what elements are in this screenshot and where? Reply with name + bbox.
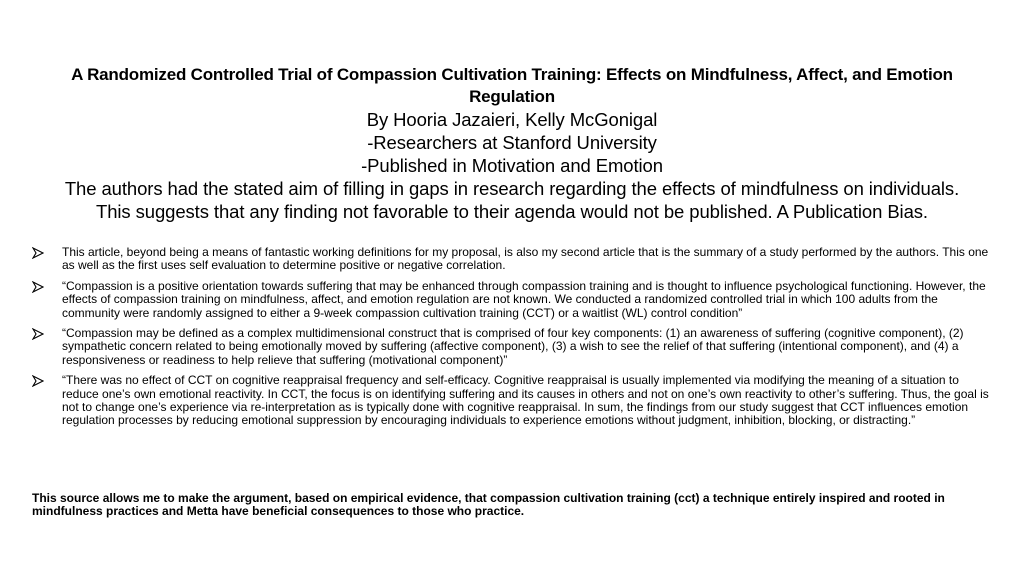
arrowhead-bullet-icon [32, 375, 44, 387]
bullet-list [32, 246, 992, 435]
bullet-item [32, 374, 992, 428]
bullet-text: “Compassion may be defined as a complex multidimensional construct that is comprised of four key components: (1) an awareness of suffering (cognitive component), (2) sympathetic concern related to being emotionally moved by suffering (affective component), (3) a wish to see the relief of that suffering (intentional component), and (4) a responsiveness or readiness to help relieve that suffering (motivational component)” [62, 326, 964, 367]
authors-line: By Hooria Jazaieri, Kelly McGonigal [366, 109, 658, 130]
bullet-text: This article, beyond being a means of fantastic working definitions for my proposal, is also my second article that is the summary of a study performed by the authors. This one as well as the first uses self evaluation to determine positive or negative correlation. [62, 245, 989, 273]
title-block [40, 64, 984, 223]
affiliation-line: -Researchers at Stanford University [367, 132, 657, 153]
paper-title: A Randomized Controlled Trial of Compassion Cultivation Training: Effects on Mindfulness, Affect, and Emotion Regulation [71, 65, 953, 106]
bullet-text: “There was no effect of CCT on cognitive reappraisal frequency and self-efficacy. Cognitive reappraisal is usually implemented via modifying the meaning of a situation to reduce one’s own emotional reactivity. In CCT, the focus is on identifying suffering and its causes in others and not on one’s own reactivity to other’s suffering. Thus, the goal is not to change one’s experience via re-interpretation as is typically done with cognitive reappraisal. In sum, the findings from our study suggest that CCT influences emotion regulation processes by reducing emotional suppression by encouraging individuals to experience emotions without judgment, inhibition, blocking, or distracting.” [62, 373, 989, 428]
bullet-item [32, 246, 992, 273]
aim-line: The authors had the stated aim of filling in gaps in research regarding the effects of mindfulness on individuals. [64, 178, 960, 199]
bullet-text: “Compassion is a positive orientation towards suffering that may be enhanced through compassion training and is thought to influence psychological functioning. However, the effects of compassion training on mindfulness, affect, and emotion regulation are not known. We conducted a randomized controlled trial in which 100 adults from the community were randomly assigned to either a 9-week compassion cultivation training (CCT) or a waitlist (WL) control condition” [62, 278, 986, 320]
bullet-item [32, 327, 992, 367]
arrowhead-bullet-icon [32, 328, 44, 340]
bias-line: This suggests that any finding not favorable to their agenda would not be published. A Publication Bias. [96, 201, 928, 222]
publication-line: -Published in Motivation and Emotion [361, 155, 663, 176]
conclusion-text: This source allows me to make the argument, based on empirical evidence, that compassion cultivation training (cct) a technique entirely inspired and rooted in mindfulness practices and Metta have beneficial consequences to those who practice. [32, 491, 945, 519]
arrowhead-bullet-icon [32, 281, 44, 293]
bullet-item [32, 280, 992, 320]
arrowhead-bullet-icon [32, 247, 44, 259]
